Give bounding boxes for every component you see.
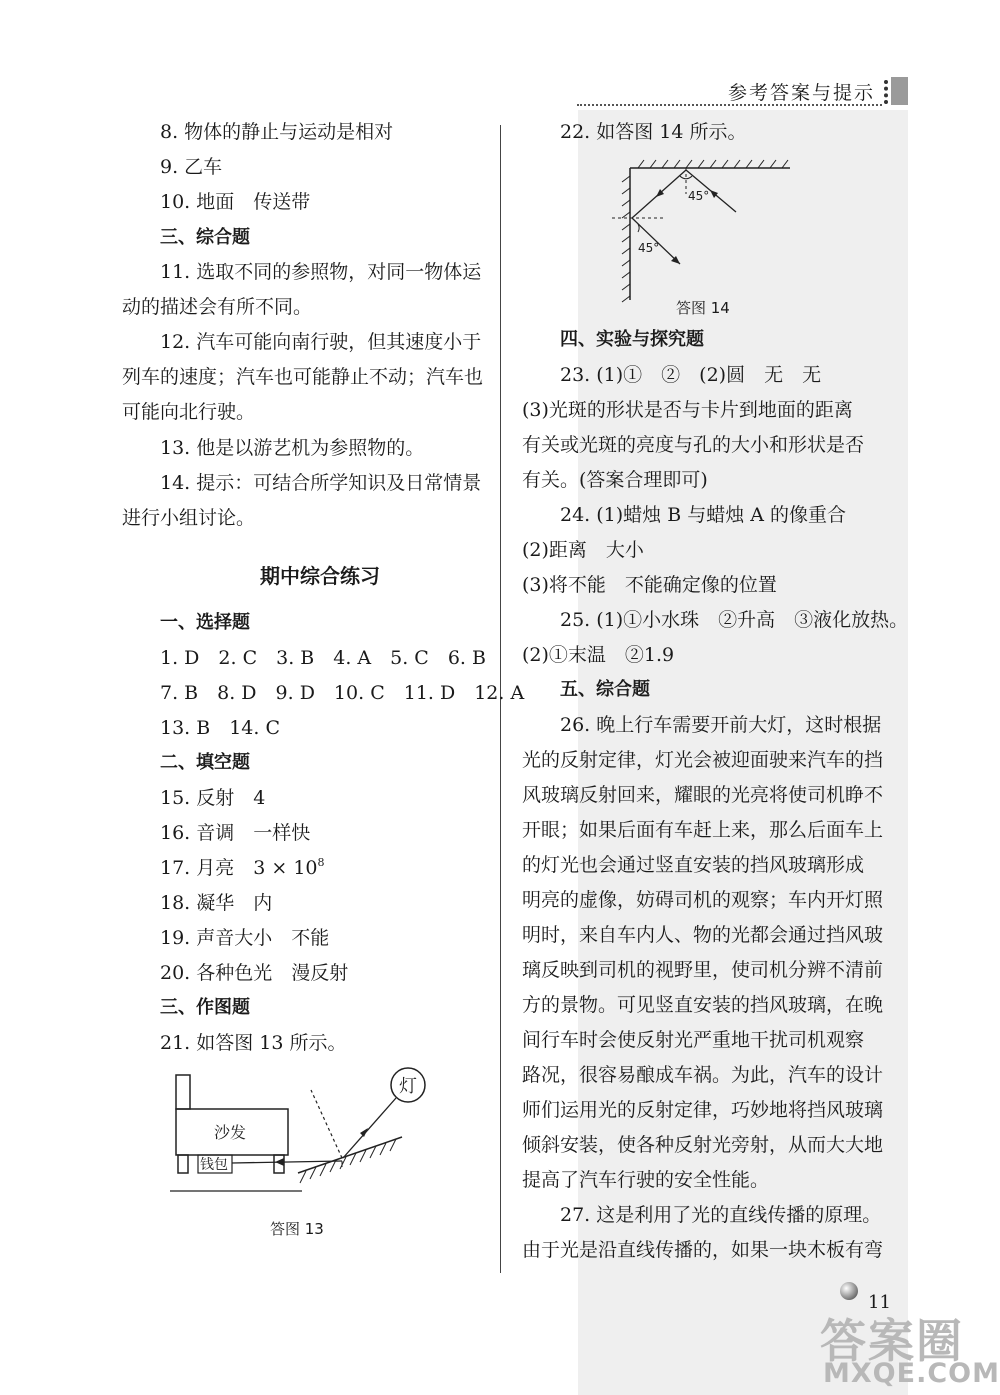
answer-line: 14. 提示：可结合所学知识及日常情景 (160, 472, 482, 494)
answer-line: 光的反射定律，灯光会被迎面驶来汽车的挡 (522, 749, 884, 771)
section-heading: 五、综合题 (560, 679, 650, 700)
watermark-logo: 答案圈 (820, 1314, 964, 1368)
answer-line: 27. 这是利用了光的直线传播的原理。 (560, 1204, 882, 1226)
answer-line: 23. (1)① ② (2)圆 无 无 (560, 364, 822, 386)
exponent: 8 (317, 856, 325, 869)
answer-line: (2)距离 大小 (522, 539, 644, 561)
answer-line: 进行小组讨论。 (122, 507, 256, 529)
answer-line: 有关或光斑的亮度与孔的大小和形状是否 (522, 434, 865, 456)
answer-line: 列车的速度；汽车也可能静止不动；汽车也 (122, 366, 484, 388)
answer-line: 明亮的虚像，妨碍司机的观察；车内开灯照 (522, 889, 884, 911)
answer-line: 13. 他是以游艺机为参照物的。 (160, 437, 425, 459)
angle-label: 45° (688, 189, 710, 203)
page-header-title: 参考答案与提示 (728, 82, 876, 104)
answer-line: 可能向北行驶。 (122, 401, 256, 423)
answer-line: 19. 声音大小 不能 (160, 927, 330, 949)
answer-line: 动的描述会有所不同。 (122, 296, 313, 318)
answer-line: 间行车时会使反射光严重地干扰司机观察 (522, 1029, 865, 1051)
answer-line: 21. 如答图 13 所示。 (160, 1032, 347, 1054)
page-number: 11 (868, 1292, 891, 1313)
header-tab (891, 77, 908, 105)
figure-13-diagram (170, 1065, 440, 1200)
answer-line: 20. 各种色光 漫反射 (160, 962, 349, 984)
answer-line (160, 856, 325, 880)
answer-text: 17. 月亮 3 × 10 (160, 857, 318, 879)
answer-line: 明时，来自车内人、物的光都会通过挡风玻 (522, 924, 884, 946)
answer-line: 25. (1)①小水珠 ②升高 ③液化放热。 (560, 609, 909, 631)
answer-line: 有关。(答案合理即可) (522, 469, 708, 491)
answer-line: 10. 地面 传送带 (160, 191, 311, 213)
answer-line: 路况，很容易酿成车祸。为此，汽车的设计 (522, 1064, 884, 1086)
answer-line: 由于光是沿直线传播的，如果一块木板有弯 (522, 1239, 884, 1261)
answer-line: 1. D 2. C 3. B 4. A 5. C 6. B (160, 647, 486, 669)
answer-line: 26. 晚上行车需要开前大灯，这时根据 (560, 714, 882, 736)
section-heading: 一、选择题 (160, 612, 250, 633)
answer-line: 18. 凝华 内 (160, 892, 273, 914)
section-title: 期中综合练习 (260, 564, 380, 588)
answer-line: 22. 如答图 14 所示。 (560, 121, 747, 143)
answer-line: 开眼；如果后面有车赶上来，那么后面车上 (522, 819, 884, 841)
answer-line: 倾斜安装，使各种反射光旁射，从而大大地 (522, 1134, 884, 1156)
section-heading: 四、实验与探究题 (560, 329, 704, 350)
angle-label: 45° (638, 241, 660, 255)
answer-line: 12. 汽车可能向南行驶，但其速度小于 (160, 331, 482, 353)
answer-line: (2)①末温 ②1.9 (522, 644, 675, 666)
answer-line: 风玻璃反射回来，耀眼的光亮将使司机睁不 (522, 784, 884, 806)
answer-line: 方的景物。可见竖直安装的挡风玻璃，在晚 (522, 994, 884, 1016)
figure-13-caption: 答图 13 (270, 1220, 324, 1238)
figure-14-caption: 答图 14 (676, 299, 730, 317)
lamp-label: 灯 (399, 1076, 417, 1097)
section-heading: 三、作图题 (160, 997, 250, 1018)
answer-line: 提高了汽车行驶的安全性能。 (522, 1169, 770, 1191)
answer-line: 16. 音调 一样快 (160, 822, 311, 844)
answer-line: 24. (1)蜡烛 B 与蜡烛 A 的像重合 (560, 504, 847, 526)
answer-line: 师们运用光的反射定律，巧妙地将挡风玻璃 (522, 1099, 884, 1121)
sofa-label: 沙发 (214, 1123, 247, 1142)
answer-line: 7. B 8. D 9. D 10. C 11. D 12. A (160, 682, 525, 704)
answer-line: 8. 物体的静止与运动是相对 (160, 121, 394, 143)
answer-line: 9. 乙车 (160, 156, 223, 178)
answer-line: 璃反映到司机的视野里，使司机分辨不清前 (522, 959, 884, 981)
section-heading: 三、综合题 (160, 227, 250, 248)
section-heading: 二、填空题 (160, 752, 250, 773)
watermark-url: MXQE.COM (823, 1358, 1000, 1389)
wallet-label: 钱包 (200, 1157, 228, 1173)
answer-line: (3)光斑的形状是否与卡片到地面的距离 (522, 399, 853, 421)
page-ball-icon (840, 1282, 858, 1300)
answer-line: 15. 反射 4 (160, 787, 266, 809)
answer-line: (3)将不能 不能确定像的位置 (522, 574, 777, 596)
figure-14-diagram (608, 160, 798, 305)
answer-line: 的灯光也会通过竖直安装的挡风玻璃形成 (522, 854, 865, 876)
answer-line: 13. B 14. C (160, 717, 281, 739)
answer-line: 11. 选取不同的参照物，对同一物体运 (160, 261, 482, 283)
